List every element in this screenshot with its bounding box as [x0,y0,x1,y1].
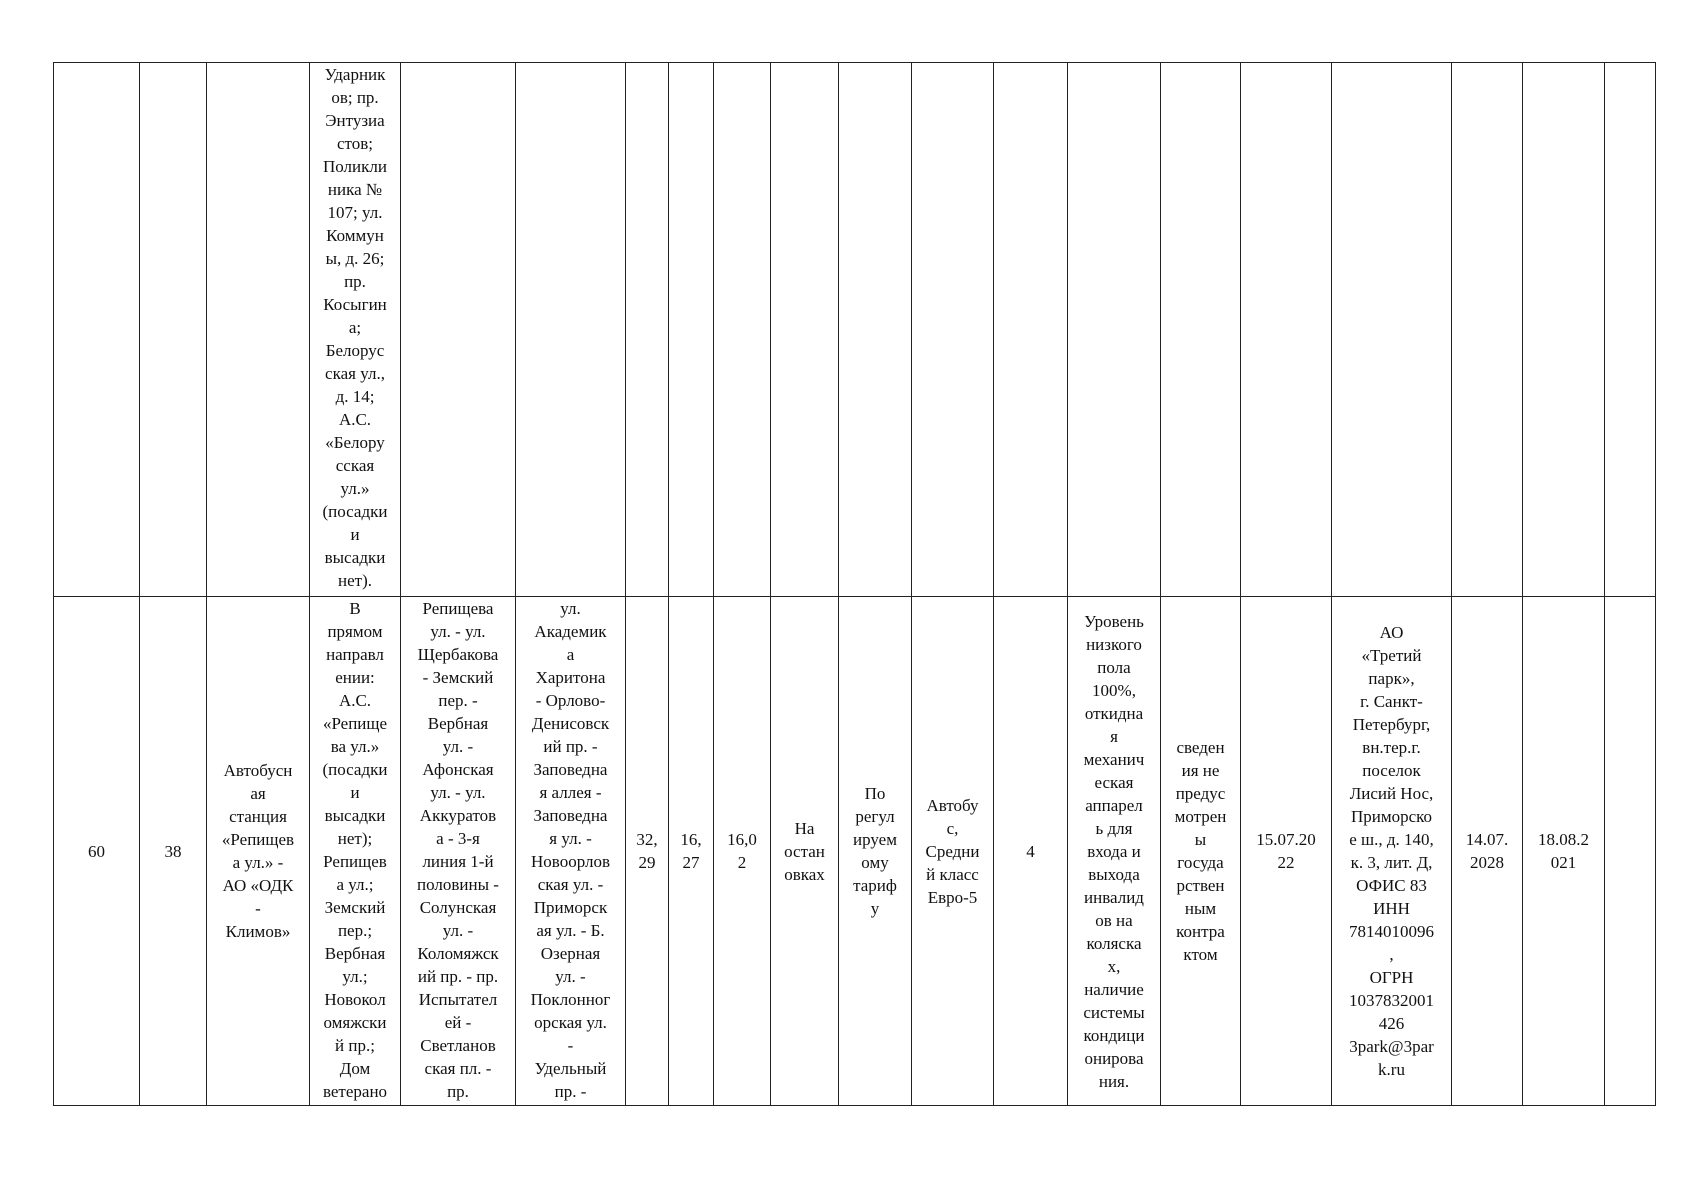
cell-tariff: По регул ируем ому тариф у [839,597,912,1106]
cell-empty [771,63,839,597]
cell-empty [140,63,207,597]
cell-carrier: АО «Третий парк», г. Санкт- Петербург, вн.тер.г. поселок Лисий Нос, Приморско е ш., д. 140, к. 3, лит. Д, ОФИС 83 ИНН 7814010096 , ОГРН 1037832001 426 3park@3par k.ru [1332,597,1452,1106]
cell-empty [1241,63,1332,597]
cell-end-date: 14.07. 2028 [1452,597,1523,1106]
cell-length-backward: 16, 27 [669,597,714,1106]
cell-empty [401,63,516,597]
cell-empty [1605,63,1656,597]
cell-empty [839,63,912,597]
cell-stops-continued [310,63,401,597]
cell-vehicle: Автобу с, Средни й класс Евро-5 [912,597,994,1106]
cell-vehicle-count: 4 [994,597,1068,1106]
cell-empty [1332,63,1452,597]
cell-length-forward: 32, 29 [626,597,669,1106]
cell-route-no: 38 [140,597,207,1106]
cell-empty [207,63,310,597]
table-row [54,63,1656,597]
cell-length-other: 16,0 2 [714,597,771,1106]
cell-empty [714,63,771,597]
cell-stop-order: На остан овках [771,597,839,1106]
cell-empty [54,63,140,597]
cell-empty [626,63,669,597]
cell-start-date: 15.07.20 22 [1241,597,1332,1106]
cell-empty [1161,63,1241,597]
cell-empty [994,63,1068,597]
cell-reg-date: 18.08.2 021 [1523,597,1605,1106]
cell-reg-no: 60 [54,597,140,1106]
cell-empty [1068,63,1161,597]
cell-route-name: Автобусн ая станция «Репищев а ул.» - АО «ОДК - Климов» [207,597,310,1106]
cell-characteristics: Уровень низкого пола 100%, откидна я механич еская аппарел ь для входа и выхода инвалид ов на коляска х, наличие системы кондици онирова ния. [1068,597,1161,1106]
cell-streets-forward: Репищева ул. - ул. Щербакова - Земский пер. - Вербная ул. - Афонская ул. - ул. Аккуратов а - 3-я линия 1-й половины - Солунская ул. - Коломяжск ий пр. - пр. Испытател ей - Светланов ская пл. - пр. [401,597,516,1106]
cell-empty [669,63,714,597]
cell-empty [1523,63,1605,597]
cell-stops: В прямом направл ении: А.С. «Репище ва ул.» (посадки и высадки нет); Репищев а ул.; Земский пер.; Вербная ул.; Новокол омяжски й пр.; Дом ветерано [310,597,401,1106]
route-registry-table [53,62,1656,1106]
cell-empty [912,63,994,597]
cell-empty [1452,63,1523,597]
stops-tail-text: Ударник ов; пр. Энтузиа стов; Поликли ника № 107; ул. Коммун ы, д. 26; пр. Косыгин а; Белорус ская ул., д. 14; А.С. «Белору сская ул.» (посадки и высадки нет). [322,65,388,590]
cell-empty [516,63,626,597]
cell-streets-backward: ул. Академик а Харитона - Орлово- Денисовск ий пр. - Заповедна я аллея - Заповедна я ул. - Новоорлов ская ул. - Приморск ая ул. - Б. Озерная ул. - Поклонног орская ул. - Удельный пр. - [516,597,626,1106]
cell-notes [1605,597,1656,1106]
cell-contract-info: сведен ия не предус мотрен ы госуда рствен ным контра ктом [1161,597,1241,1106]
table-row [54,597,1656,1106]
